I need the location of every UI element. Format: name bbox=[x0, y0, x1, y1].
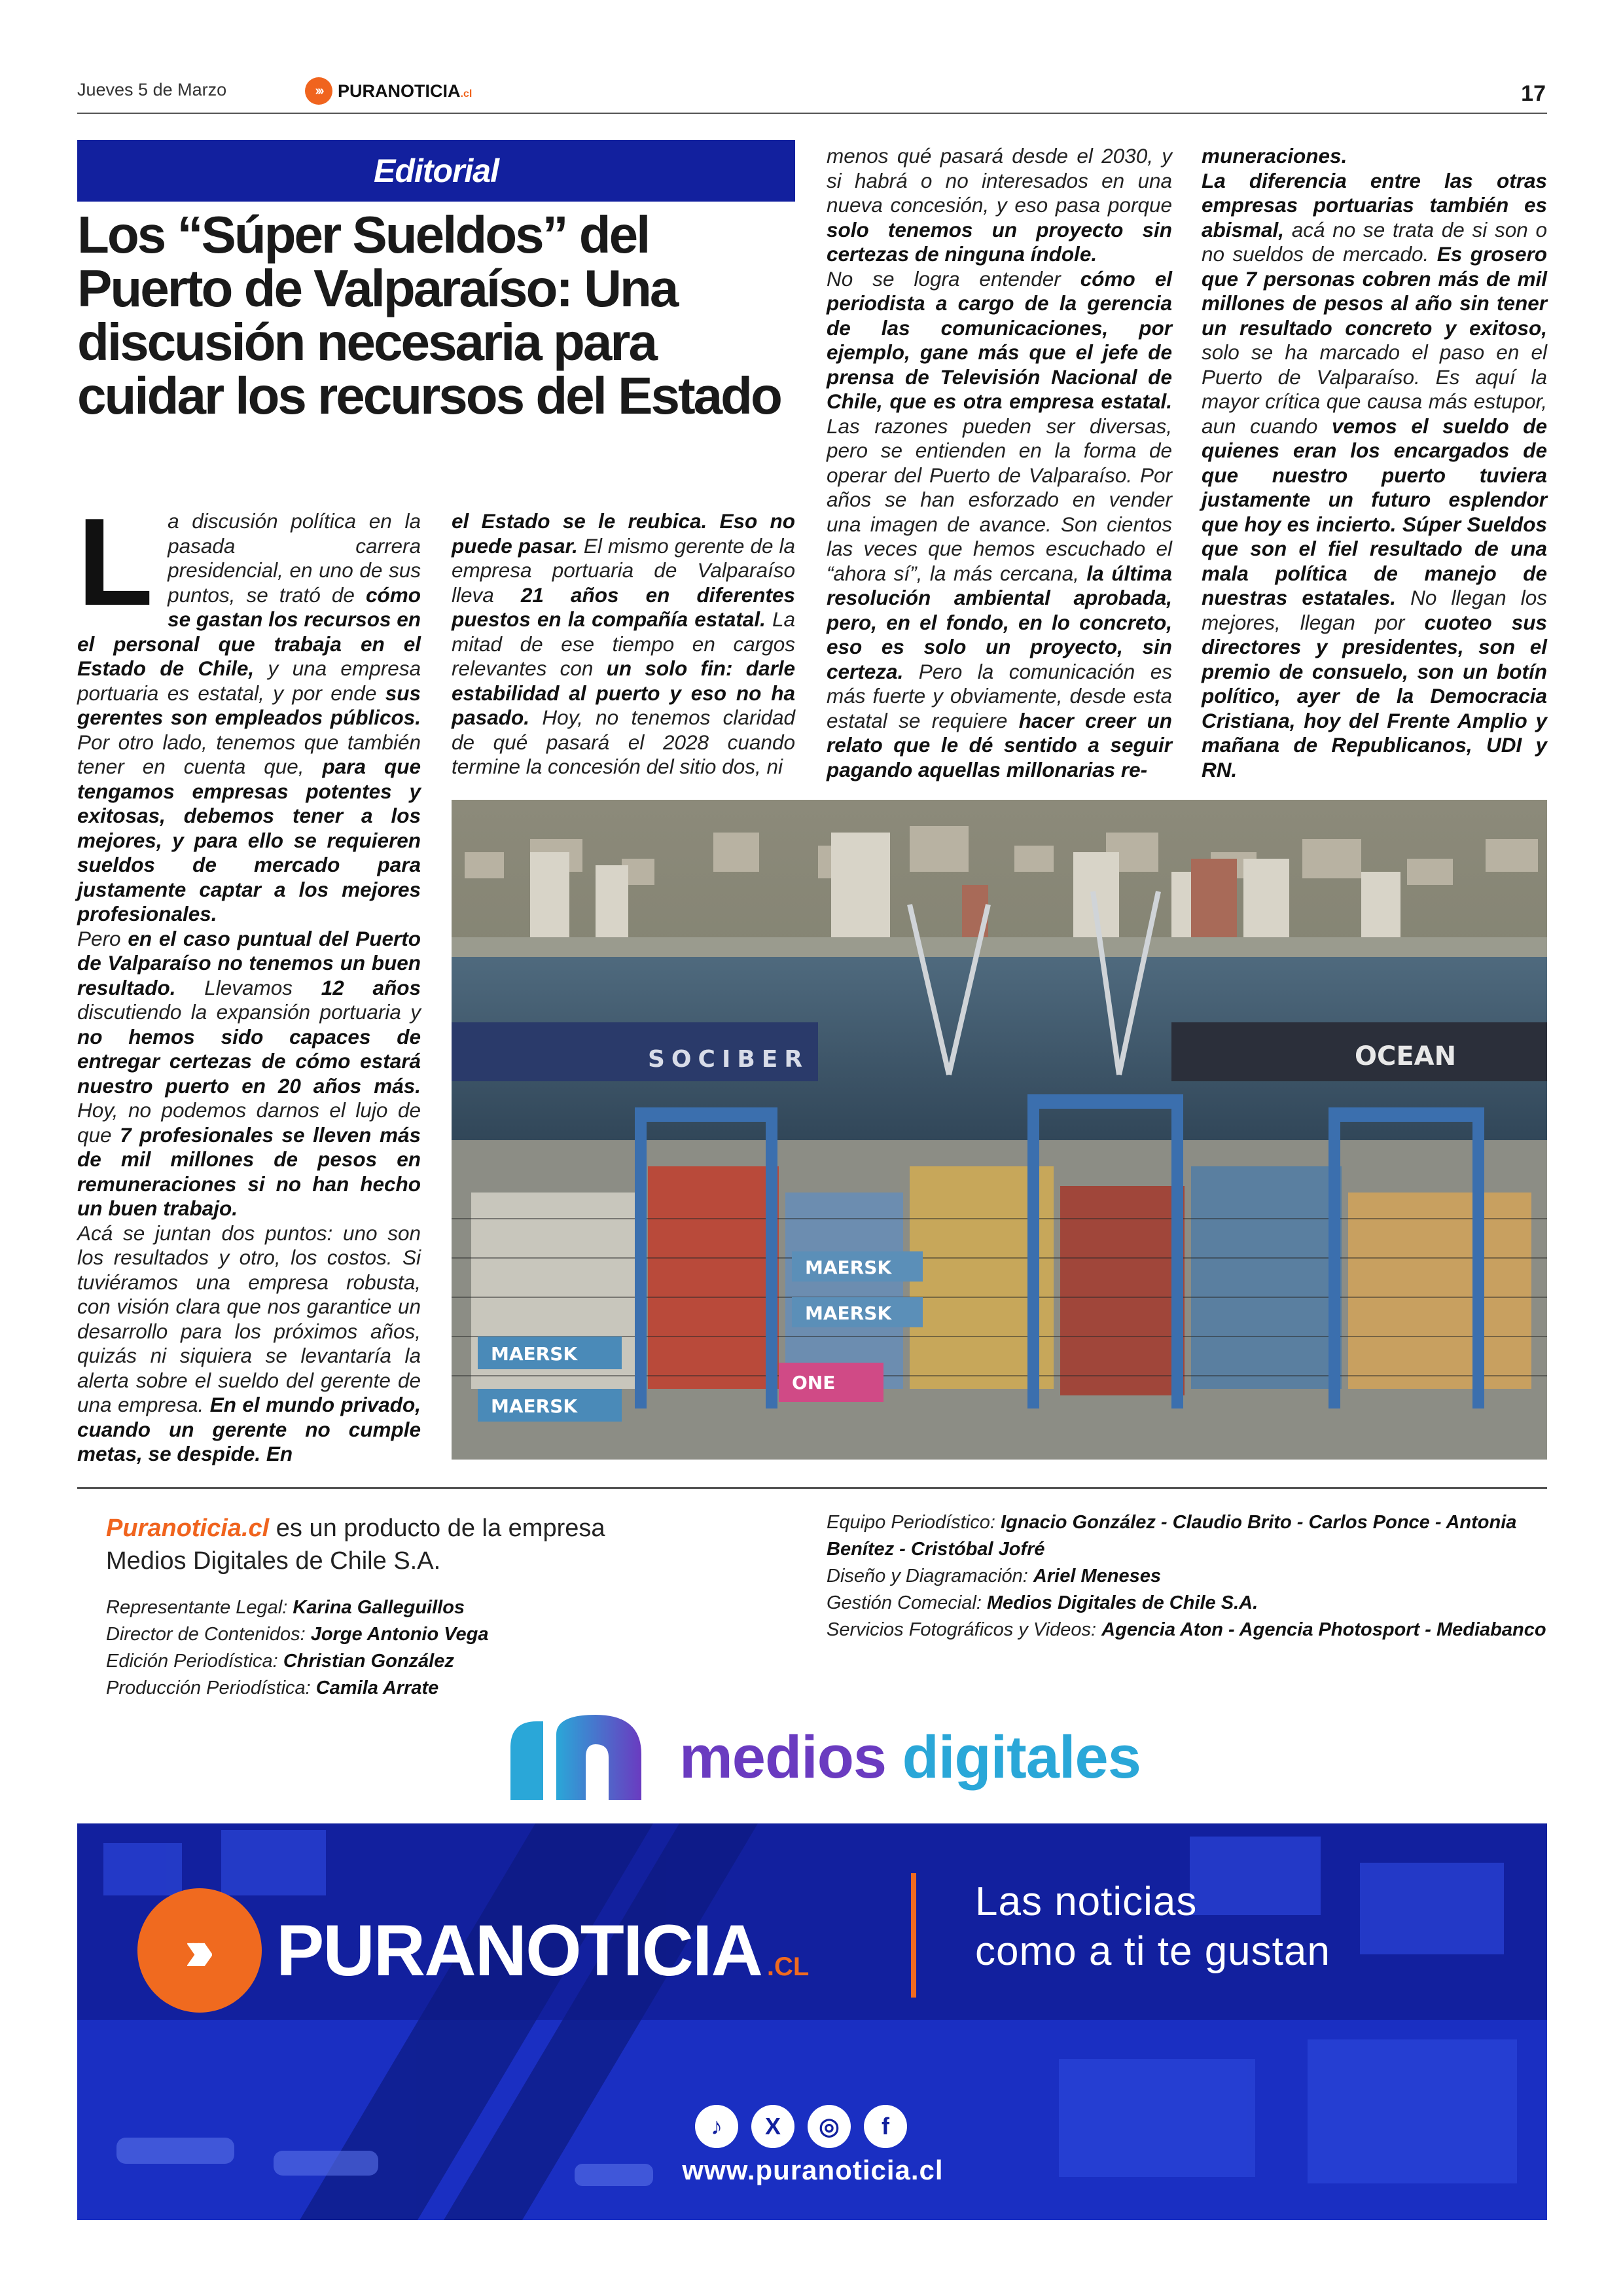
credit-line: Producción Periodística: Camila Arrate bbox=[106, 1677, 439, 1698]
facebook-icon[interactable]: f bbox=[864, 2105, 907, 2148]
svg-text:OCEAN: OCEAN bbox=[1355, 1041, 1457, 1071]
credit-line: Diseño y Diagramación: Ariel Meneses bbox=[827, 1566, 1161, 1587]
issue-date: Jueves 5 de Marzo bbox=[77, 80, 227, 99]
drop-cap: L bbox=[77, 493, 154, 632]
tiktok-icon[interactable]: ♪ bbox=[695, 2105, 738, 2148]
banner-slogan: Las noticias como a ti te gustan bbox=[975, 1879, 1330, 1974]
publisher-brand[interactable]: Puranoticia.cl bbox=[106, 1515, 270, 1542]
svg-text:SOCIBER: SOCIBER bbox=[648, 1046, 810, 1073]
article-column-1: La discusión política en la pasada carrera presidencial, en uno de sus puntos, se trató de cómo se gastan los recursos en el personal que trabaja en el Estado de Chile, y una empresa portuaria es estatal, y por ende sus gerentes son empleados públicos. Por otro lado, tenemos que también tener en cuenta que, para que tengamos empresas potentes y exitosas, debemos tener a los mejores, y para ello se requieren sueldos de mercado para justamente captar a los mejores profesionales. Pero en el caso puntual del Puerto de Valparaíso no tenemos un buen resultado. Llevamos 12 años discutiendo la expansión portuaria y no hemos sido capaces de entregar certezas de cómo estará nuestro puerto en 20 años más. Hoy, no podemos darnos el lujo de que 7 profesionales se lleven más de mil millones de pesos en remuneraciones si no han hecho un buen trabajo. Acá se juntan dos puntos: uno son los resultados y otro, los costos. Si tuviéramos una empresa robusta, con visión clara que nos garantice un desarrollo para los próximos años, quizás ni siquiera se levantaría la alerta sobre el sueldo del gerente de una empresa. En el mundo privado, cuando un gerente no cumple metas, se despide. En bbox=[77, 493, 421, 1465]
headline: Los “Súper Sueldos” del Puerto de Valparaíso: Una discusión necesaria para cuidar los recursos del Estado bbox=[77, 206, 781, 425]
credit-line: Edición Periodística: Christian González bbox=[106, 1651, 454, 1672]
banner-url[interactable]: www.puranoticia.cl bbox=[682, 2155, 944, 2185]
credits-divider bbox=[77, 1487, 1547, 1489]
section-label: Editorial bbox=[77, 140, 795, 202]
credit-line: Representante Legal: Karina Galleguillos bbox=[106, 1597, 465, 1618]
instagram-icon[interactable]: ◎ bbox=[808, 2105, 851, 2148]
banner-logo[interactable]: ››› PURANOTICIA .CL bbox=[137, 1888, 809, 2013]
svg-text:MAERSK: MAERSK bbox=[805, 1302, 892, 1324]
header-brand: PURANOTICIA.cl bbox=[338, 81, 473, 101]
header-logo[interactable] bbox=[305, 77, 472, 105]
credit-line: Servicios Fotográficos y Videos: Agencia Aton - Agencia Photosport - Mediabanco bbox=[827, 1619, 1546, 1640]
page-number: 17 bbox=[1521, 81, 1546, 106]
credit-line: Equipo Periodístico: Ignacio González - Claudio Brito - Carlos Ponce - Antonia Benítez - Cristóbal Jofré bbox=[827, 1512, 1517, 1560]
svg-text:MAERSK: MAERSK bbox=[491, 1395, 578, 1417]
header-divider bbox=[77, 113, 1547, 114]
medios-digitales-logo: medios digitales bbox=[504, 1708, 1141, 1806]
puranoticia-arrows-icon: ››› bbox=[305, 77, 332, 105]
article-column-4: muneraciones. La diferencia entre las otras empresas portuarias también es abismal, acá no se trata de si son o no sueldos de mercado. Es grosero que 7 personas cobren más de mil millones de pesos al año sin tener un resultado concreto y exitoso, solo se ha marcado el paso en el Puerto de Valparaíso. Es aquí la mayor crítica que causa más estupor, aun cuando vemos el sueldo de quienes eran los encargados de que nuestro puerto tuviera justamente un futuro esplendor que hoy es incierto. Súper Sueldos que son el fiel resultado de una mala política de manejo de nuestras estatales. No llegan los mejores, llegan por cuoteo sus directores y presidentes, son el premio de consuelo, son un botín político, ayer de la Democracia Cristiana, hoy del Frente Amplio y mañana de Republicanos, UDI y RN. bbox=[1202, 144, 1548, 781]
credits-left bbox=[106, 1594, 760, 1702]
banner-brand: PURANOTICIA bbox=[276, 1910, 762, 1991]
credit-line: Director de Contenidos: Jorge Antonio Vega bbox=[106, 1624, 489, 1645]
article-column-2: el Estado se le reubica. Eso no puede pasar. El mismo gerente de la empresa portuaria de Valparaíso lleva 21 años en diferentes puestos en la compañía estatal. La mitad de ese tiempo en cargos relevantes con un solo fin: darle estabilidad al puerto y eso no ha pasado. Hoy, no tenemos claridad de qué pasará el 2028 cuando termine la concesión del sitio dos, ni bbox=[452, 509, 795, 778]
banner-divider bbox=[911, 1873, 916, 1998]
publisher-statement: Puranoticia.cl es un producto de la empresa Medios Digitales de Chile S.A. bbox=[106, 1515, 605, 1575]
puranoticia-arrows-icon: ››› bbox=[137, 1888, 262, 2013]
port-photo bbox=[452, 800, 1547, 1460]
credit-line: Gestión Comecial: Medios Digitales de Chile S.A. bbox=[827, 1592, 1258, 1613]
social-icons bbox=[695, 2105, 907, 2148]
credits-right bbox=[827, 1509, 1546, 1643]
x-icon[interactable]: X bbox=[751, 2105, 794, 2148]
article-column-3: menos qué pasará desde el 2030, y si habrá o no interesados en una nueva concesión, y eso pasa porque solo tenemos un proyecto sin certezas de ninguna índole. No se logra entender cómo el periodista a cargo de la gerencia de las comunicaciones, por ejemplo, gane más que el jefe de prensa de Televisión Nacional de Chile, que es otra empresa estatal. Las razones pueden ser diversas, pero se entienden en la forma de operar del Puerto de Valparaíso. Por años se han esforzado en vender una imagen de avance. Son cientos las veces que hemos escuchado el “ahora sí”, la más cercana, la última resolución ambiental aprobada, pero, en el fondo, en lo concreto, eso es solo un proyecto, sin certeza. Pero la comunicación es más fuerte y obviamente, desde esta estatal se requiere hacer creer un relato que le dé sentido a seguir pagando aquellas millonarias re- bbox=[827, 144, 1172, 781]
svg-text:ONE: ONE bbox=[792, 1372, 836, 1393]
svg-text:MAERSK: MAERSK bbox=[805, 1257, 892, 1278]
medios-digitales-mark-icon bbox=[504, 1708, 661, 1806]
svg-text:MAERSK: MAERSK bbox=[491, 1343, 578, 1365]
